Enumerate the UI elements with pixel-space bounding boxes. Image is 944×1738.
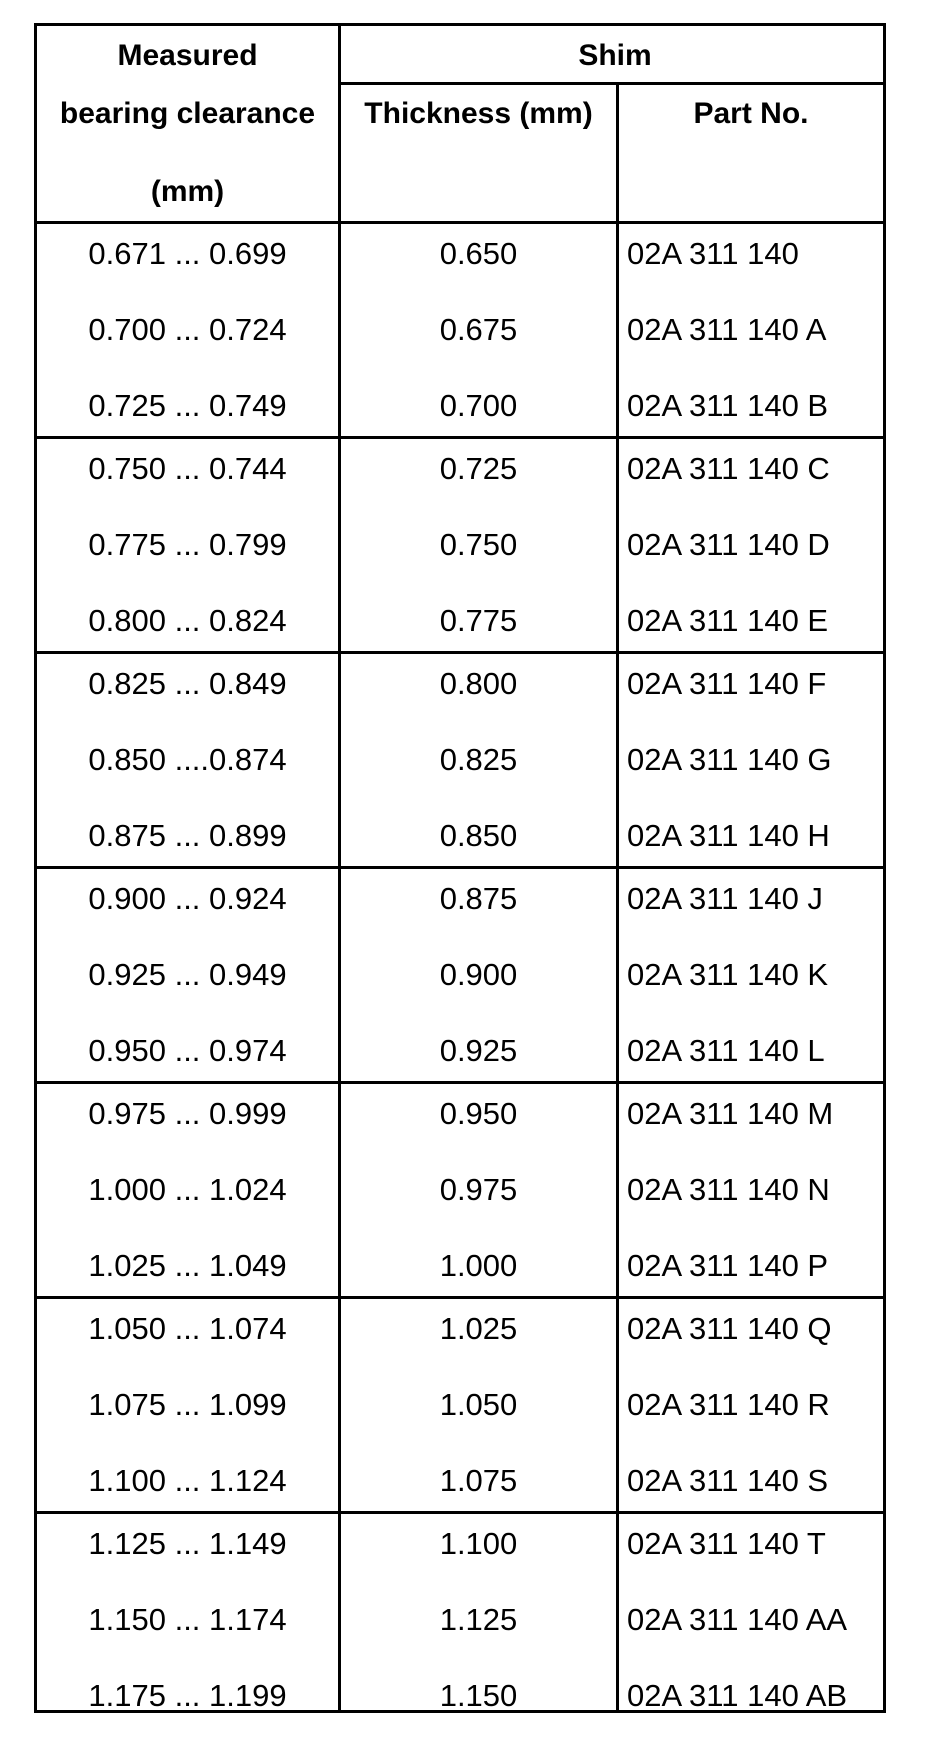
cell-part-no: 02A 311 140 AA (627, 1602, 848, 1637)
cell-thickness: 0.750 (439, 527, 518, 562)
header-divider-shim (338, 82, 883, 85)
header-thickness: Thickness (mm) (364, 97, 593, 130)
cell-part-no: 02A 311 140 T (627, 1526, 826, 1561)
cell-thickness: 0.875 (439, 881, 518, 916)
header-unit-mm: (mm) (150, 175, 225, 208)
group-divider (37, 436, 883, 439)
cell-clearance: 0.825 ... 0.849 (88, 666, 287, 701)
cell-thickness: 1.125 (439, 1602, 518, 1637)
cell-clearance: 0.725 ... 0.749 (88, 388, 287, 423)
group-divider (37, 866, 883, 869)
cell-thickness: 0.700 (439, 388, 518, 423)
cell-clearance: 0.975 ... 0.999 (88, 1096, 287, 1131)
cell-clearance: 0.800 ... 0.824 (88, 603, 287, 638)
cell-thickness: 0.950 (439, 1096, 518, 1131)
cell-clearance: 0.750 ... 0.744 (88, 451, 287, 486)
cell-part-no: 02A 311 140 (627, 236, 799, 271)
cell-clearance: 0.950 ... 0.974 (88, 1033, 287, 1068)
group-divider (37, 1511, 883, 1514)
cell-thickness: 1.075 (439, 1463, 518, 1498)
cell-part-no: 02A 311 140 N (627, 1172, 830, 1207)
cell-clearance: 0.671 ... 0.699 (88, 236, 287, 271)
cell-part-no: 02A 311 140 E (627, 603, 829, 638)
header-divider-bottom (37, 221, 883, 224)
cell-thickness: 1.025 (439, 1311, 518, 1346)
group-divider (37, 1296, 883, 1299)
header-part-no: Part No. (693, 97, 809, 130)
cell-part-no: 02A 311 140 G (627, 742, 832, 777)
cell-clearance: 0.900 ... 0.924 (88, 881, 287, 916)
cell-thickness: 0.725 (439, 451, 518, 486)
cell-part-no: 02A 311 140 H (627, 818, 830, 853)
cell-part-no: 02A 311 140 P (627, 1248, 829, 1283)
cell-part-no: 02A 311 140 F (627, 666, 827, 701)
cell-clearance: 1.000 ... 1.024 (88, 1172, 287, 1207)
cell-thickness: 0.900 (439, 957, 518, 992)
cell-thickness: 0.850 (439, 818, 518, 853)
cell-part-no: 02A 311 140 AB (627, 1678, 848, 1713)
cell-part-no: 02A 311 140 B (627, 388, 829, 423)
group-divider (37, 1081, 883, 1084)
shim-selection-table (34, 23, 886, 1713)
cell-thickness: 0.825 (439, 742, 518, 777)
header-measured: Measured (117, 39, 258, 72)
cell-thickness: 0.800 (439, 666, 518, 701)
cell-clearance: 0.700 ... 0.724 (88, 312, 287, 347)
column-divider-2 (616, 82, 619, 1710)
cell-clearance: 1.050 ... 1.074 (88, 1311, 287, 1346)
cell-thickness: 0.675 (439, 312, 518, 347)
cell-thickness: 0.650 (439, 236, 518, 271)
cell-thickness: 0.975 (439, 1172, 518, 1207)
cell-clearance: 1.150 ... 1.174 (88, 1602, 287, 1637)
cell-clearance: 0.925 ... 0.949 (88, 957, 287, 992)
cell-part-no: 02A 311 140 L (627, 1033, 825, 1068)
header-bearing-clearance: bearing clearance (59, 97, 316, 130)
cell-part-no: 02A 311 140 Q (627, 1311, 832, 1346)
cell-part-no: 02A 311 140 D (627, 527, 830, 562)
cell-part-no: 02A 311 140 C (627, 451, 830, 486)
cell-part-no: 02A 311 140 S (627, 1463, 829, 1498)
cell-part-no: 02A 311 140 R (627, 1387, 830, 1422)
cell-clearance: 1.100 ... 1.124 (88, 1463, 287, 1498)
cell-clearance: 1.075 ... 1.099 (88, 1387, 287, 1422)
cell-part-no: 02A 311 140 M (627, 1096, 834, 1131)
cell-clearance: 1.175 ... 1.199 (88, 1678, 287, 1713)
cell-part-no: 02A 311 140 A (627, 312, 827, 347)
cell-clearance: 0.775 ... 0.799 (88, 527, 287, 562)
cell-clearance: 0.850 ....0.874 (88, 742, 287, 777)
cell-thickness: 1.000 (439, 1248, 518, 1283)
group-divider (37, 651, 883, 654)
header-shim: Shim (578, 39, 652, 72)
cell-clearance: 0.875 ... 0.899 (88, 818, 287, 853)
cell-thickness: 0.925 (439, 1033, 518, 1068)
cell-part-no: 02A 311 140 K (627, 957, 829, 992)
cell-part-no: 02A 311 140 J (627, 881, 823, 916)
cell-thickness: 0.775 (439, 603, 518, 638)
cell-thickness: 1.100 (439, 1526, 518, 1561)
cell-clearance: 1.025 ... 1.049 (88, 1248, 287, 1283)
cell-thickness: 1.150 (439, 1678, 518, 1713)
cell-clearance: 1.125 ... 1.149 (88, 1526, 287, 1561)
cell-thickness: 1.050 (439, 1387, 518, 1422)
